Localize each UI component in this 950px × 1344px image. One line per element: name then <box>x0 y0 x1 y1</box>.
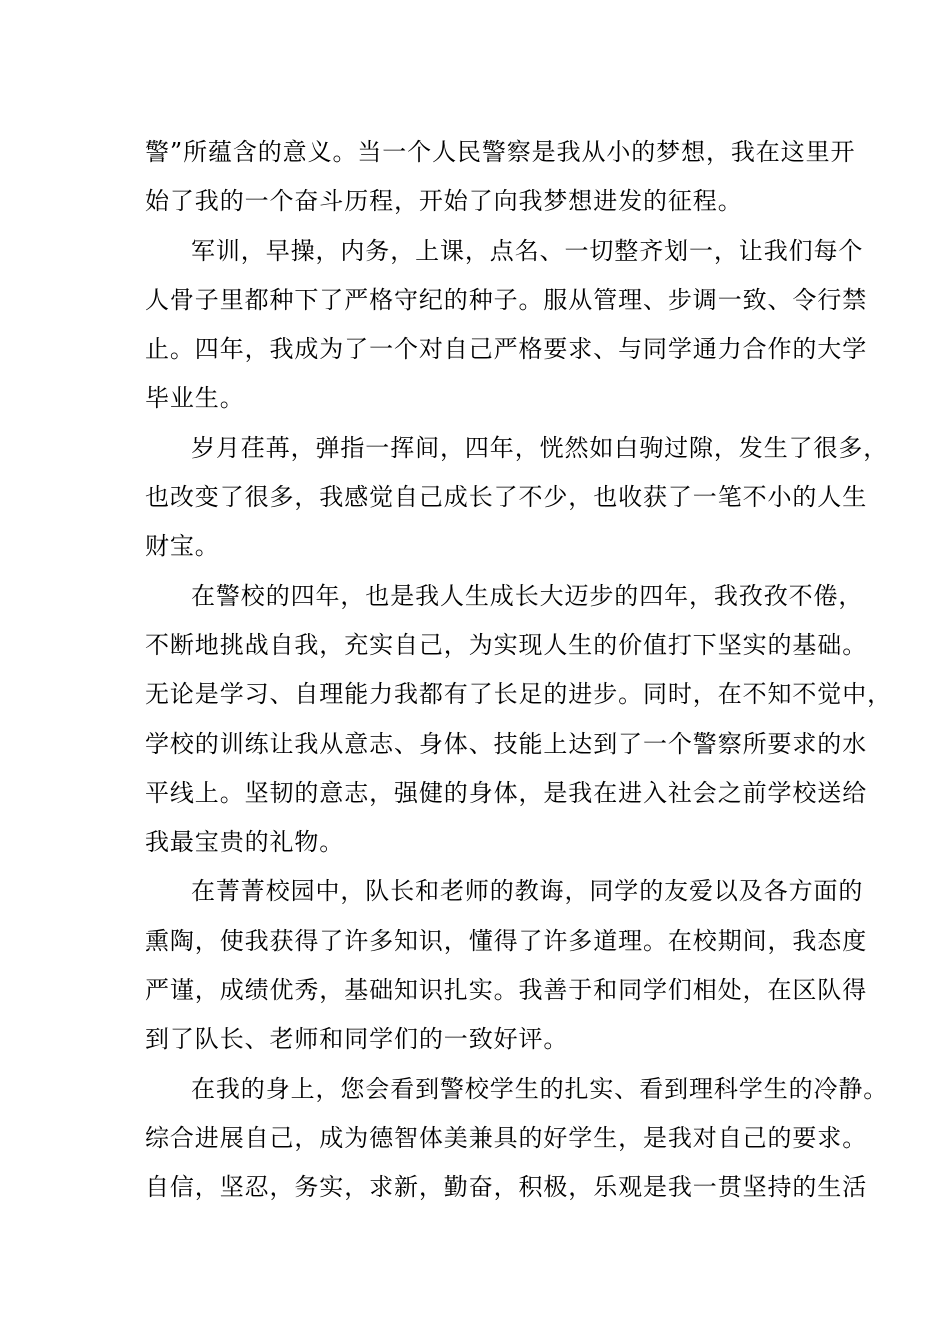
text-line: 财宝。 <box>145 532 220 561</box>
text-line: 始了我的一个奋斗历程，开始了向我梦想进发的征程。 <box>145 187 743 216</box>
text-line: 不断地挑战自我，充实自己，为实现人生的价值打下坚实的基础。 <box>145 630 868 659</box>
paragraph-start-line: 在警校的四年，也是我人生成长大迈步的四年，我孜孜不倦， <box>191 581 864 610</box>
text-line: 熏陶，使我获得了许多知识，懂得了许多道理。在校期间，我态度 <box>145 926 868 955</box>
paragraph-start-line: 军训，早操，内务，上课，点名、一切整齐划一，让我们每个 <box>191 236 864 265</box>
text-line: 综合进展自己，成为德智体美兼具的好学生，是我对自己的要求。 <box>145 1123 868 1152</box>
text-line: 自信，坚忍，务实，求新，勤奋，积极，乐观是我一贯坚持的生活 <box>145 1173 868 1202</box>
text-line: 人骨子里都种下了严格守纪的种子。服从管理、步调一致、令行禁 <box>145 285 868 314</box>
text-line: 严谨，成绩优秀，基础知识扎实。我善于和同学们相处，在区队得 <box>145 976 868 1005</box>
text-line: 无论是学习、自理能力我都有了长足的进步。同时，在不知不觉中， <box>145 680 892 709</box>
paragraph-start-line: 在我的身上，您会看到警校学生的扎实、看到理科学生的冷静。 <box>191 1074 889 1103</box>
text-line: 警”所蕴含的意义。当一个人民警察是我从小的梦想，我在这里开 <box>145 138 856 166</box>
text-line: 止。四年，我成为了一个对自己严格要求、与同学通力合作的大学 <box>145 335 868 364</box>
paragraph-start-line: 在菁菁校园中，队长和老师的教诲，同学的友爱以及各方面的 <box>191 877 864 906</box>
text-line: 学校的训练让我从意志、身体、技能上达到了一个警察所要求的水 <box>145 729 868 758</box>
paragraph-start-line: 岁月荏苒，弹指一挥间，四年，恍然如白驹过隙，发生了很多， <box>191 433 889 462</box>
text-line: 平线上。坚韧的意志，强健的身体，是我在进入社会之前学校送给 <box>145 778 868 807</box>
text-line: 也改变了很多，我感觉自己成长了不少，也收获了一笔不小的人生 <box>145 483 868 512</box>
text-line: 我最宝贵的礼物。 <box>145 828 345 857</box>
text-line: 到了队长、老师和同学们的一致好评。 <box>145 1025 569 1054</box>
text-line: 毕业生。 <box>145 384 245 413</box>
document-body <box>145 128 892 1213</box>
